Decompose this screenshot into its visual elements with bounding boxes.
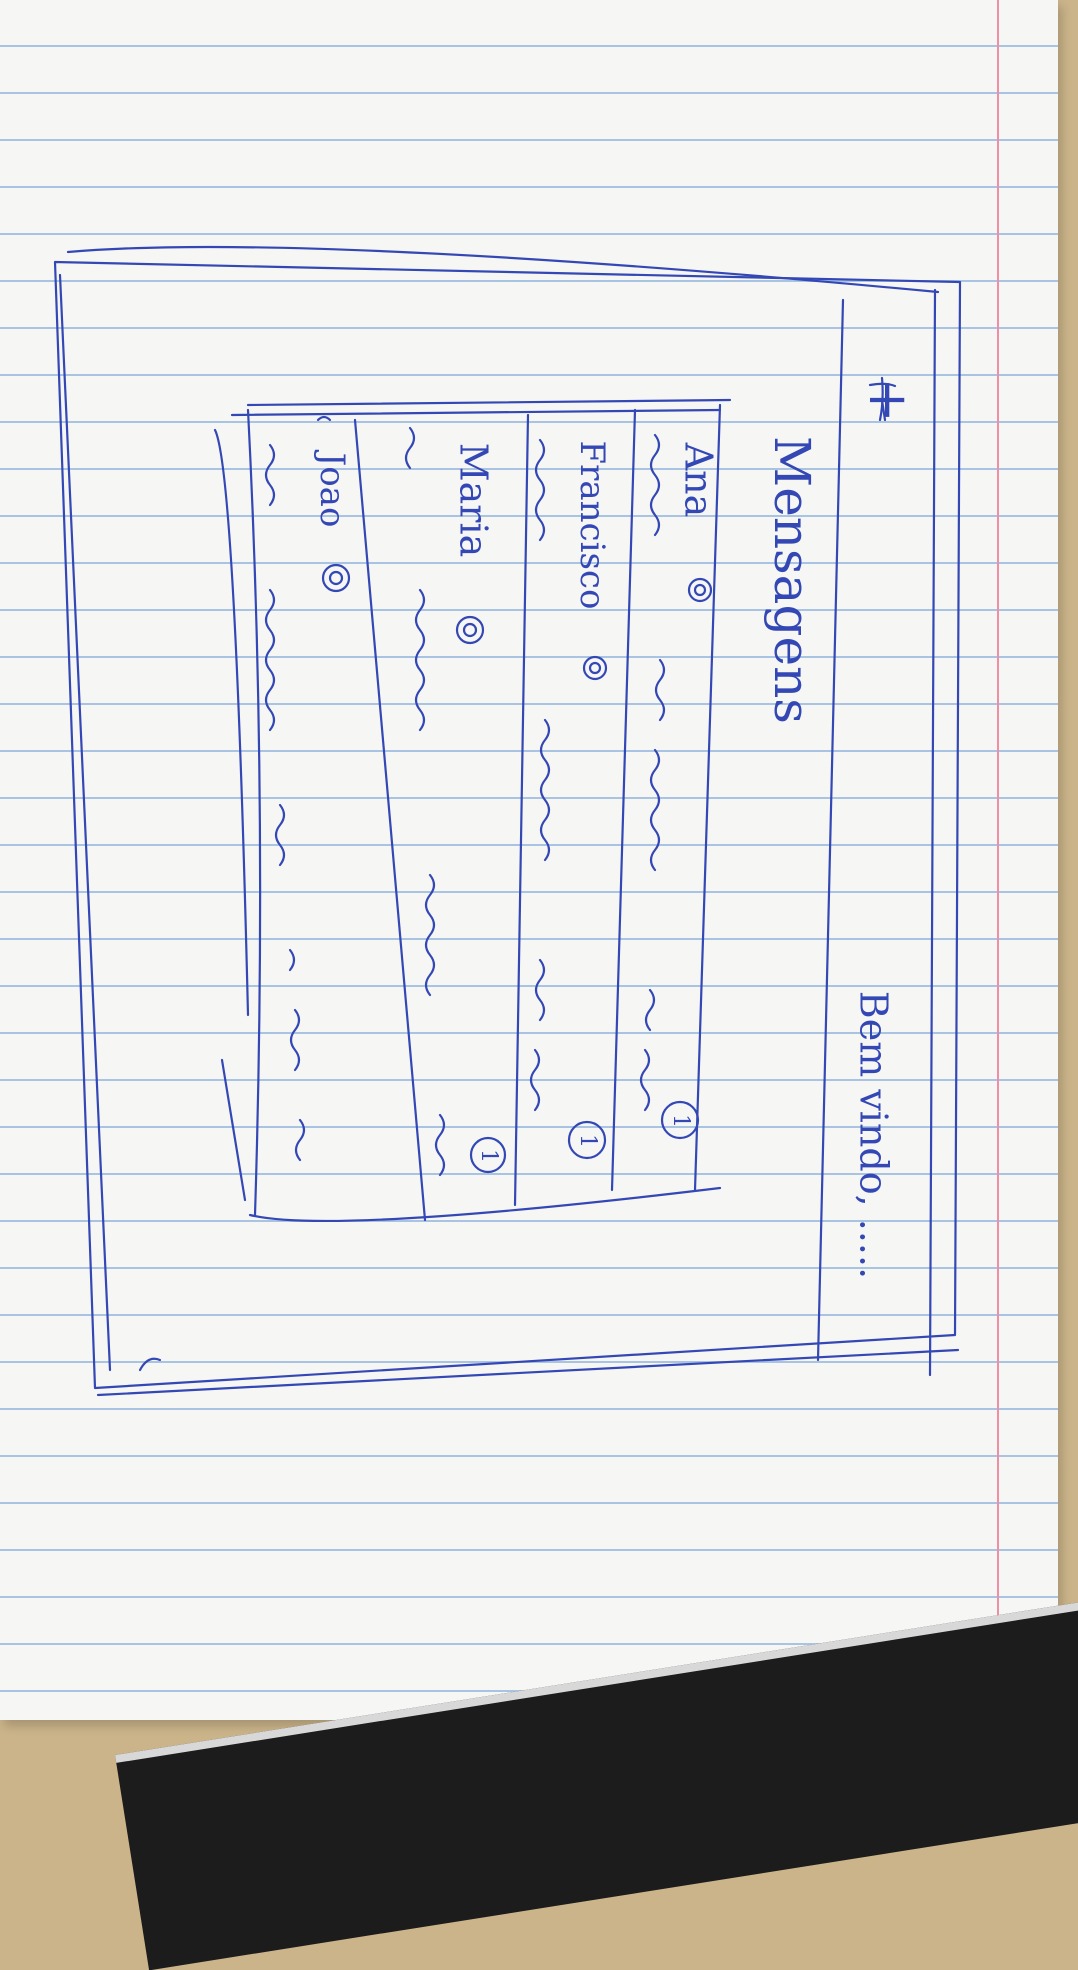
svg-text:1: 1 (476, 1149, 501, 1163)
welcome-text: Bem vindo, ..... (851, 990, 896, 1280)
device-frame (55, 247, 960, 1395)
list-item[interactable] (406, 428, 505, 1175)
avatar (689, 579, 711, 601)
list-item[interactable] (531, 440, 612, 1158)
add-button[interactable] (857, 377, 920, 422)
page-title: Mensagens (763, 436, 821, 724)
message-preview (651, 435, 659, 535)
message-preview (536, 440, 544, 540)
add-icon: + (857, 377, 920, 423)
contact-name: Francisco (572, 440, 612, 610)
avatar (323, 565, 349, 591)
message-preview (266, 445, 274, 505)
svg-text:1: 1 (668, 1114, 693, 1128)
list-item[interactable] (266, 417, 352, 1160)
message-preview (406, 428, 414, 468)
contact-name: Maria (451, 442, 496, 558)
avatar (584, 657, 606, 679)
svg-text:1: 1 (575, 1134, 600, 1148)
avatar (457, 617, 483, 643)
app-header (818, 300, 920, 1360)
contact-name: Ana (676, 442, 721, 518)
contact-name: Joao (312, 452, 352, 528)
